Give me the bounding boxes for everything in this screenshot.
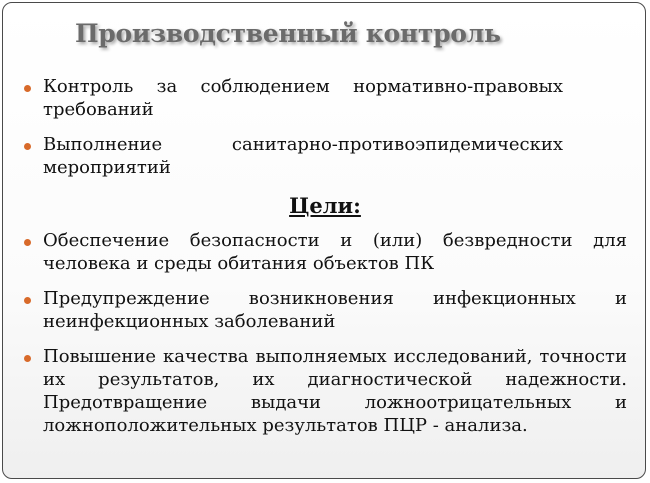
- list-item-control: Контроль за соблюдением нормативно-правовых требований: [43, 76, 563, 120]
- list-item-safety: Обеспечение безопасности и (или) безвредности для человека и среды обитания объектов ПК: [43, 230, 627, 274]
- bullet-dot-icon: [24, 355, 31, 362]
- bullet-dot-icon: [24, 239, 31, 246]
- slide-title: Производственный контроль: [75, 19, 501, 48]
- list-item-prevention: Предупреждение возникновения инфекционных и неинфекционных заболеваний: [43, 288, 627, 332]
- bullet-dot-icon: [24, 85, 31, 92]
- list-item-quality: Повышение качества выполняемых исследований, точности их результатов, их диагностической надежности. Предотвращение выдачи ложноотрицательных и ложноположительных результатов ПЦР - анализа.: [43, 346, 627, 436]
- slide: [2, 2, 646, 479]
- list-item-measures: Выполнение санитарно-противоэпидемических мероприятий: [43, 134, 563, 178]
- goals-heading: Цели:: [289, 193, 361, 218]
- bullet-dot-icon: [24, 297, 31, 304]
- bullet-dot-icon: [24, 143, 31, 150]
